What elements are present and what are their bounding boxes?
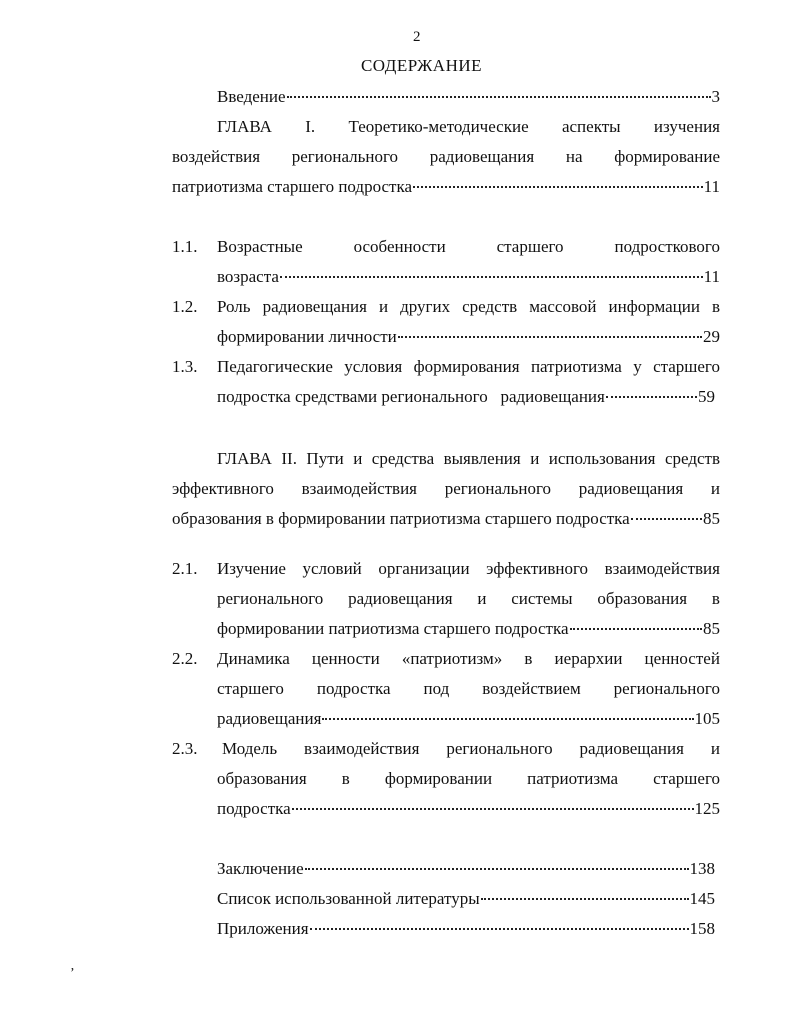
toc-chapter-2-line3: образования в формировании патриотизма старшего подростка 85	[172, 509, 720, 528]
section-number: 2.2.	[172, 649, 198, 668]
toc-page: 3	[711, 87, 720, 106]
margin-mark: ’	[70, 966, 75, 981]
toc-page: 11	[703, 177, 720, 196]
dot-leader	[310, 927, 689, 930]
dot-leader	[570, 627, 702, 630]
toc-section-2-2-line3: радиовещания 105	[217, 709, 720, 728]
dot-leader	[481, 897, 689, 900]
section-number: 2.3.	[172, 739, 198, 758]
section-number: 1.1.	[172, 237, 198, 256]
section-number: 1.3.	[172, 357, 198, 376]
toc-entry-literature: Список использованной литературы 145	[217, 889, 715, 908]
toc-page: 138	[689, 859, 715, 878]
toc-page: 125	[694, 799, 720, 818]
dot-leader	[398, 335, 702, 338]
section-number: 2.1.	[172, 559, 198, 578]
toc-section-1-3-line2: подростка средствами регионального радиовещания 59	[217, 387, 715, 406]
dot-leader	[631, 517, 702, 520]
toc-section-2-1-line3: формировании патриотизма старшего подростка 85	[217, 619, 720, 638]
page-title: СОДЕРЖАНИЕ	[360, 56, 483, 75]
dot-leader	[413, 185, 703, 188]
toc-chapter-2-line2: эффективного взаимодействия регионального радиовещания и	[172, 479, 720, 498]
toc-section-2-1-line1: Изучение условий организации эффективного взаимодействия	[217, 559, 720, 578]
toc-chapter-1-line2: воздействия регионального радиовещания на формирование	[172, 147, 720, 166]
toc-chapter-1-line3: патриотизма старшего подростка 11	[172, 177, 720, 196]
toc-page: 105	[694, 709, 720, 728]
toc-entry-appendices: Приложения 158	[217, 919, 715, 938]
section-number: 1.2.	[172, 297, 198, 316]
toc-page: 85	[703, 509, 720, 528]
toc-section-2-1-line2: регионального радиовещания и системы образования в	[217, 589, 720, 608]
page-number: 2	[413, 29, 421, 45]
toc-section-1-2-line1: Роль радиовещания и других средств массовой информации в	[217, 297, 720, 316]
toc-section-1-2-line2: формировании личности 29	[217, 327, 720, 346]
toc-section-2-3-line3: подростка 125	[217, 799, 720, 818]
toc-page: 29	[703, 327, 720, 346]
toc-label: Введение	[217, 87, 286, 106]
toc-page: 85	[703, 619, 720, 638]
toc-section-2-2-line2: старшего подростка под воздействием регионального	[217, 679, 720, 698]
toc-page: 158	[689, 919, 715, 938]
dot-leader	[292, 807, 694, 810]
toc-page: 11	[703, 267, 720, 286]
toc-section-1-3-line1: Педагогические условия формирования патриотизма у старшего	[217, 357, 720, 376]
toc-chapter-2-line1: ГЛАВА II. Пути и средства выявления и использования средств	[217, 449, 720, 468]
toc-section-2-3-line2: образования в формировании патриотизма старшего	[217, 769, 720, 788]
toc-entry-intro	[217, 87, 720, 107]
toc-section-2-3-line1: Модель взаимодействия регионального радиовещания и	[222, 739, 720, 758]
dot-leader	[606, 395, 697, 398]
toc-chapter-1-line1: ГЛАВА I. Теоретико-методические аспекты изучения	[217, 117, 720, 136]
dot-leader	[305, 867, 689, 870]
toc-section-1-1-line2: возраста 11	[217, 267, 720, 286]
toc-page: 145	[689, 889, 715, 908]
dot-leader	[287, 95, 711, 98]
toc-section-2-2-line1: Динамика ценности «патриотизм» в иерархии ценностей	[217, 649, 720, 668]
toc-entry-conclusion: Заключение 138	[217, 859, 715, 878]
dot-leader	[280, 275, 703, 278]
dot-leader	[322, 717, 693, 720]
toc-section-1-1-line1: Возрастные особенности старшего подросткового	[217, 237, 720, 256]
toc-page: 59	[698, 387, 715, 406]
